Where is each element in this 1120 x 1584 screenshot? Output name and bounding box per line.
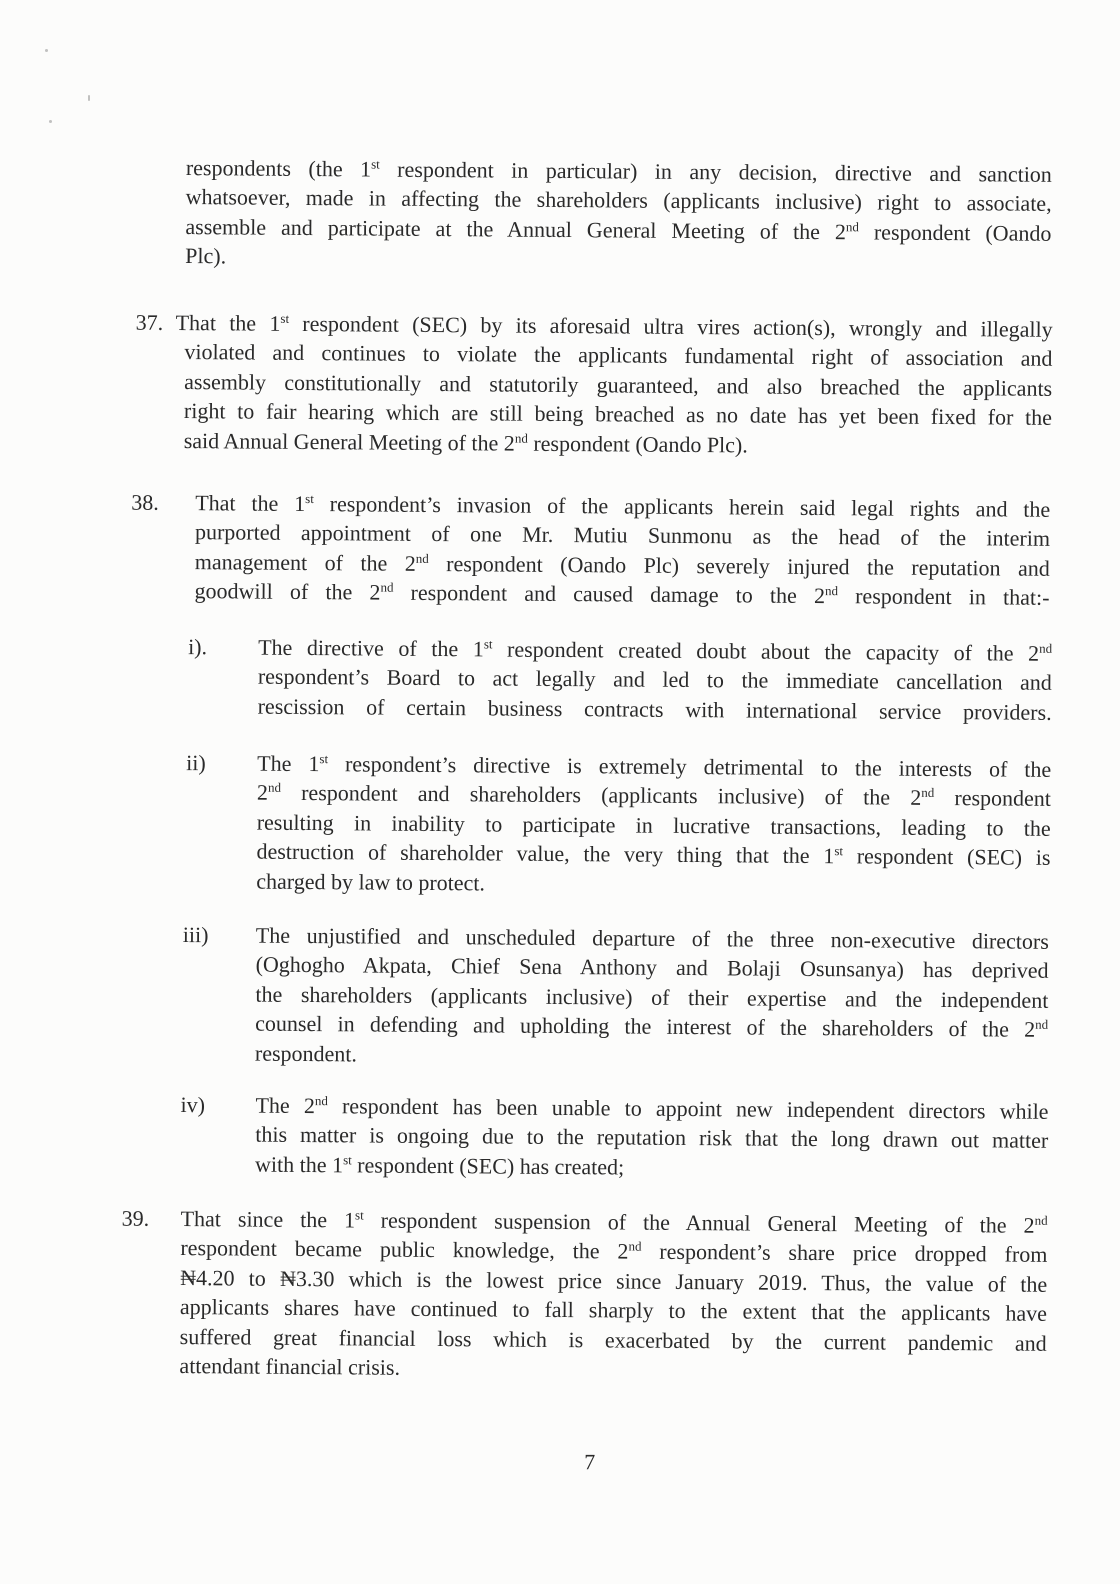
text-run: respondent (Oando Plc). <box>527 430 748 458</box>
text-run: respondent and caused damage to the 2 <box>393 579 826 609</box>
text-run: respondent (SEC) by its aforesaid ultra vires action(s), wrongly and illegally <box>288 310 1053 342</box>
text-run: counsel in defending and upholding the interest of the shareholders of the 2 <box>255 1010 1036 1042</box>
text-run: respondent created doubt about the capacity of the 2 <box>492 636 1040 666</box>
ordinal-superscript: nd <box>267 780 282 796</box>
ordinal-superscript: nd <box>628 1238 642 1255</box>
text-run: The unjustified and unscheduled departure of the three non-executive directors <box>255 922 1049 954</box>
text-run: assembly constitutionally and statutorily guaranteed, and also breached the applicants <box>184 368 1053 401</box>
ordinal-superscript: st <box>371 156 380 172</box>
text-line <box>256 866 1050 902</box>
ordinal-superscript: nd <box>314 1093 328 1109</box>
subparagraph-label-ii: ii) <box>186 750 206 776</box>
subparagraph-iv <box>255 1091 1049 1185</box>
ordinal-superscript: nd <box>380 579 394 595</box>
ordinal-superscript: st <box>834 843 844 859</box>
text-run: respondent and shareholders (applicants inclusive) of the 2 <box>280 780 922 811</box>
text-run: respondent (Oando Plc) severely injured the reputation and <box>428 550 1050 581</box>
text-line <box>258 691 1052 727</box>
subparagraph-iii <box>255 921 1049 1074</box>
text-run: respondent’s invasion of the applicants herein said legal rights and the <box>313 491 1051 522</box>
text-run: respondent suspension of the Annual General Meeting of the 2 <box>363 1207 1035 1238</box>
ordinal-superscript: st <box>355 1207 364 1223</box>
ordinal-superscript: nd <box>845 219 860 235</box>
ordinal-superscript: nd <box>1039 640 1053 656</box>
text-run: The directive of the 1 <box>258 634 484 662</box>
subparagraph-label-i: i). <box>188 634 208 660</box>
ordinal-superscript: st <box>483 636 493 652</box>
text-run: That since the 1 <box>180 1206 356 1233</box>
text-run: That the 1 <box>195 490 306 516</box>
ordinal-superscript: nd <box>824 583 839 599</box>
text-run: respondent (SEC) is <box>842 843 1051 871</box>
text-run: respondent became public knowledge, the 2 <box>180 1235 629 1264</box>
paragraph-number-39: 39. <box>121 1205 150 1231</box>
ordinal-superscript: nd <box>514 430 528 446</box>
text-line <box>255 1038 1048 1074</box>
text-run: The 2 <box>255 1092 315 1119</box>
text-run: goodwill of the 2 <box>194 578 381 605</box>
text-run: assemble and participate at the Annual General Meeting of the 2 <box>185 213 847 245</box>
ordinal-superscript: st <box>343 1152 352 1168</box>
ordinal-superscript: nd <box>1034 1212 1048 1228</box>
page-number: 7 <box>584 1449 596 1475</box>
text-run: resulting in inability to participate in lucrative transactions, leading to the <box>256 809 1051 841</box>
paragraph-number-38: 38. <box>131 489 159 515</box>
text-run: respondent’s Board to act legally and led to the immediate cancellation and <box>257 664 1052 696</box>
text-run: respondent. <box>254 1040 358 1067</box>
subparagraph-i <box>258 633 1053 727</box>
text-run: said Annual General Meeting of the 2 <box>183 427 515 456</box>
paragraph-38 <box>194 488 1050 612</box>
text-run: respondent’s directive is extremely detrimental to the interests of the <box>327 751 1052 782</box>
paragraph-37 <box>175 308 1053 462</box>
text-run: with the 1 <box>254 1151 344 1178</box>
text-run: respondent’s share price dropped from <box>641 1239 1048 1268</box>
text-run: respondents (the 1 <box>185 155 372 182</box>
text-run: Plc). <box>185 243 227 269</box>
text-run: right to fair hearing which are still being breached as no date has yet been fixed for the <box>183 398 1053 431</box>
text-run: ₦4.20 to ₦3.30 which is the lowest price since January 2019. Thus, the value of the <box>180 1264 1048 1297</box>
text-run: purported appointment of one Mr. Mutiu Sunmonu as the head of the interim <box>194 519 1051 552</box>
paragraph-39 <box>179 1204 1047 1387</box>
text-run: respondent (SEC) has created; <box>351 1152 625 1180</box>
text-run: rescission of certain business contracts with international service providers. <box>257 693 1052 725</box>
paragraph-36-continuation <box>185 153 1052 277</box>
text-run: destruction of shareholder value, the very thing that the 1 <box>256 838 835 869</box>
text-run: suffered great financial loss which is exacerbated by the current pandemic and <box>179 1323 1047 1356</box>
paragraph-number-37: 37. <box>135 309 164 335</box>
text-run: The 1 <box>257 750 320 777</box>
text-run: respondent has been unable to appoint new independent directors while <box>327 1093 1049 1124</box>
text-run: whatsoever, made in affecting the shareholders (applicants inclusive) right to associate, <box>185 184 1052 217</box>
text-run: charged by law to protect. <box>256 868 486 896</box>
text-line <box>255 1009 1048 1045</box>
text-run: respondent in particular) in any decision, directive and sanction <box>379 156 1052 187</box>
text-run: the shareholders (applicants inclusive) of their expertise and the independent <box>255 981 1049 1013</box>
text-run: applicants shares have continued to fall sharply to the extent that the applicants have <box>179 1294 1048 1327</box>
text-run: respondent in that:- <box>837 583 1050 611</box>
text-run: 2 <box>256 780 269 806</box>
ordinal-superscript: nd <box>921 785 935 801</box>
text-run: respondent <box>934 785 1052 812</box>
subparagraph-label-iv: iv) <box>180 1092 206 1118</box>
text-run: violated and continues to violate the applicants fundamental right of association and <box>184 339 1053 372</box>
ordinal-superscript: st <box>319 751 329 767</box>
subparagraph-label-iii: iii) <box>182 922 209 948</box>
text-line <box>255 1149 1048 1185</box>
text-run: That the 1 <box>175 309 281 336</box>
text-run: (Oghogho Akpata, Chief Sena Anthony and Bolaji Osunsanya) has deprived <box>255 952 1049 984</box>
ordinal-superscript: st <box>305 490 314 507</box>
ordinal-superscript: nd <box>415 550 429 566</box>
text-run: attendant financial crisis. <box>179 1353 401 1380</box>
text-run: management of the 2 <box>194 548 416 576</box>
text-run: respondent (Oando <box>858 219 1052 246</box>
ordinal-superscript: nd <box>1035 1016 1049 1033</box>
text-run: this matter is ongoing due to the reputation risk that the long drawn out matter <box>255 1122 1049 1154</box>
text-line <box>194 576 1049 612</box>
ordinal-superscript: st <box>280 310 290 326</box>
subparagraph-ii <box>256 749 1051 902</box>
